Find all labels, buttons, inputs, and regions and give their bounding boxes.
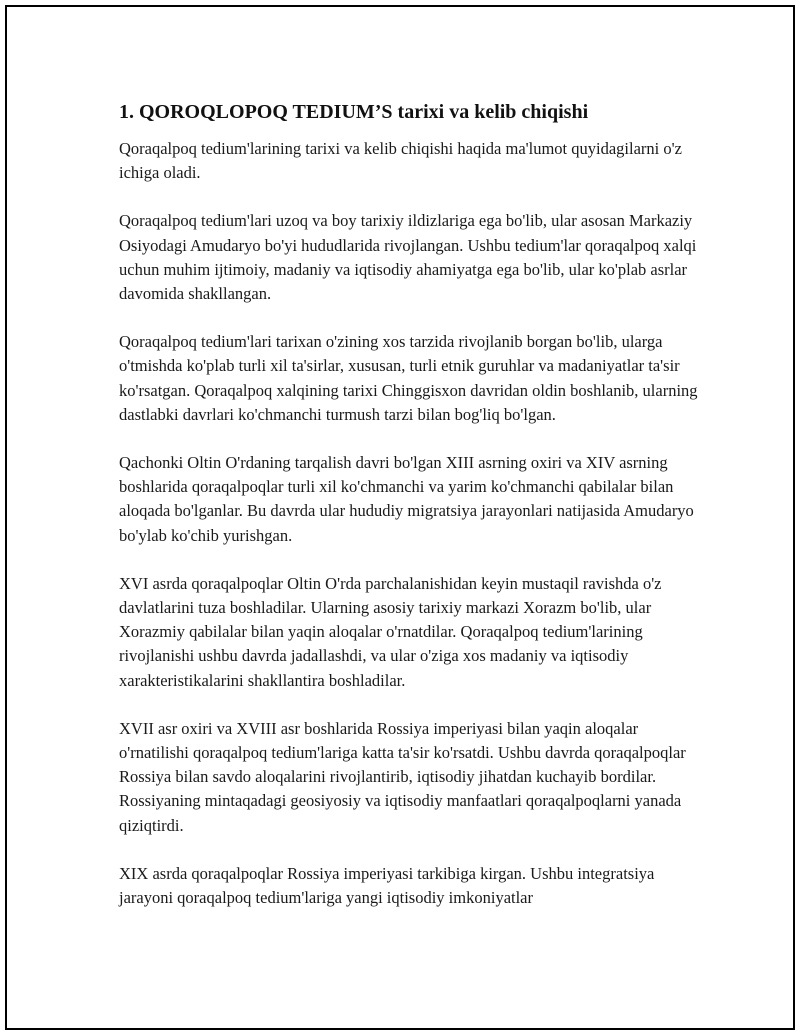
document-content bbox=[119, 99, 699, 934]
document-page bbox=[5, 5, 795, 1030]
paragraph-golden-horde: Qachonki Oltin O'rdaning tarqalish davri bo'lgan XIII asrning oxiri va XIV asrning boshlarida qoraqalpoqlar turli xil ko'chmanchi va yarim ko'chmanchi qabilalar bilan aloqada bo'lganlar. Bu davrda ular hududiy migratsiya jarayonlari natijasida Amudaryo bo'ylab ko'chib yurishgan. bbox=[119, 453, 694, 545]
paragraph-16th-century: XVI asrda qoraqalpoqlar Oltin O'rda parchalanishidan keyin mustaqil ravishda o'z davlatlarini tuza boshladilar. Ularning asosiy tarixiy markazi Xorazm bo'lib, ular Xorazmiy qabilalar bilan yaqin aloqalar o'rnatdilar. Qoraqalpoq tedium'larining rivojlanishi ushbu davrda jadallashdi, va ular o'ziga xos madaniy va iqtisodiy xarakteristikalarini shakllantira boshladilar. bbox=[119, 573, 662, 690]
paragraph-intro: Qoraqalpoq tedium'larining tarixi va kelib chiqishi haqida ma'lumot quyidagilarni o'z ichiga oladi. bbox=[119, 139, 682, 183]
paragraph-roots: Qoraqalpoq tedium'lari uzoq va boy tarixiy ildizlariga ega bo'lib, ular asosan Markaziy Osiyodagi Amudaryo bo'yi hududlarida rivojlangan. Ushbu tedium'lar qoraqalpoq xalqi uchun muhim ijtimoiy, madaniy va iqtisodiy ahamiyatga ega bo'lib, ular ko'plab asrlar davomida shakllangan. bbox=[119, 211, 697, 304]
paragraph-influences: Qoraqalpoq tedium'lari tarixan o'zining xos tarzida rivojlanib borgan bo'lib, ularga o'tmishda ko'plab turli xil ta'sirlar, xususan, turli etnik guruhlar va madaniyatlar ta'sir ko'rsatgan. Qoraqalpoq xalqining tarixi Chinggisxon davridan oldin boshlanib, ularning dastlabki davrlari ko'chmanchi turmush tarzi bilan bog'liq bo'lgan. bbox=[119, 332, 698, 424]
paragraph-17th-18th-century: XVII asr oxiri va XVIII asr boshlarida Rossiya imperiyasi bilan yaqin aloqalar o'rnatilishi qoraqalpoq tedium'lariga katta ta'sir ko'rsatdi. Ushbu davrda qoraqalpoqlar Rossiya bilan savdo aloqalarini rivojlantirib, iqtisodiy jihatdan kuchayib bordilar. Rossiyaning mintaqadagi geosiyosiy va iqtisodiy manfaatlari qoraqalpoqlarni yanada qiziqtirdi. bbox=[119, 718, 686, 835]
paragraph-19th-century: XIX asrda qoraqalpoqlar Rossiya imperiyasi tarkibiga kirgan. Ushbu integratsiya jarayoni qoraqalpoq tedium'lariga yangi iqtisodiy imkoniyatlar bbox=[119, 863, 655, 908]
section-heading: 1. QOROQLOPOQ TEDIUM’S tarixi va kelib chiqishi bbox=[119, 101, 589, 123]
